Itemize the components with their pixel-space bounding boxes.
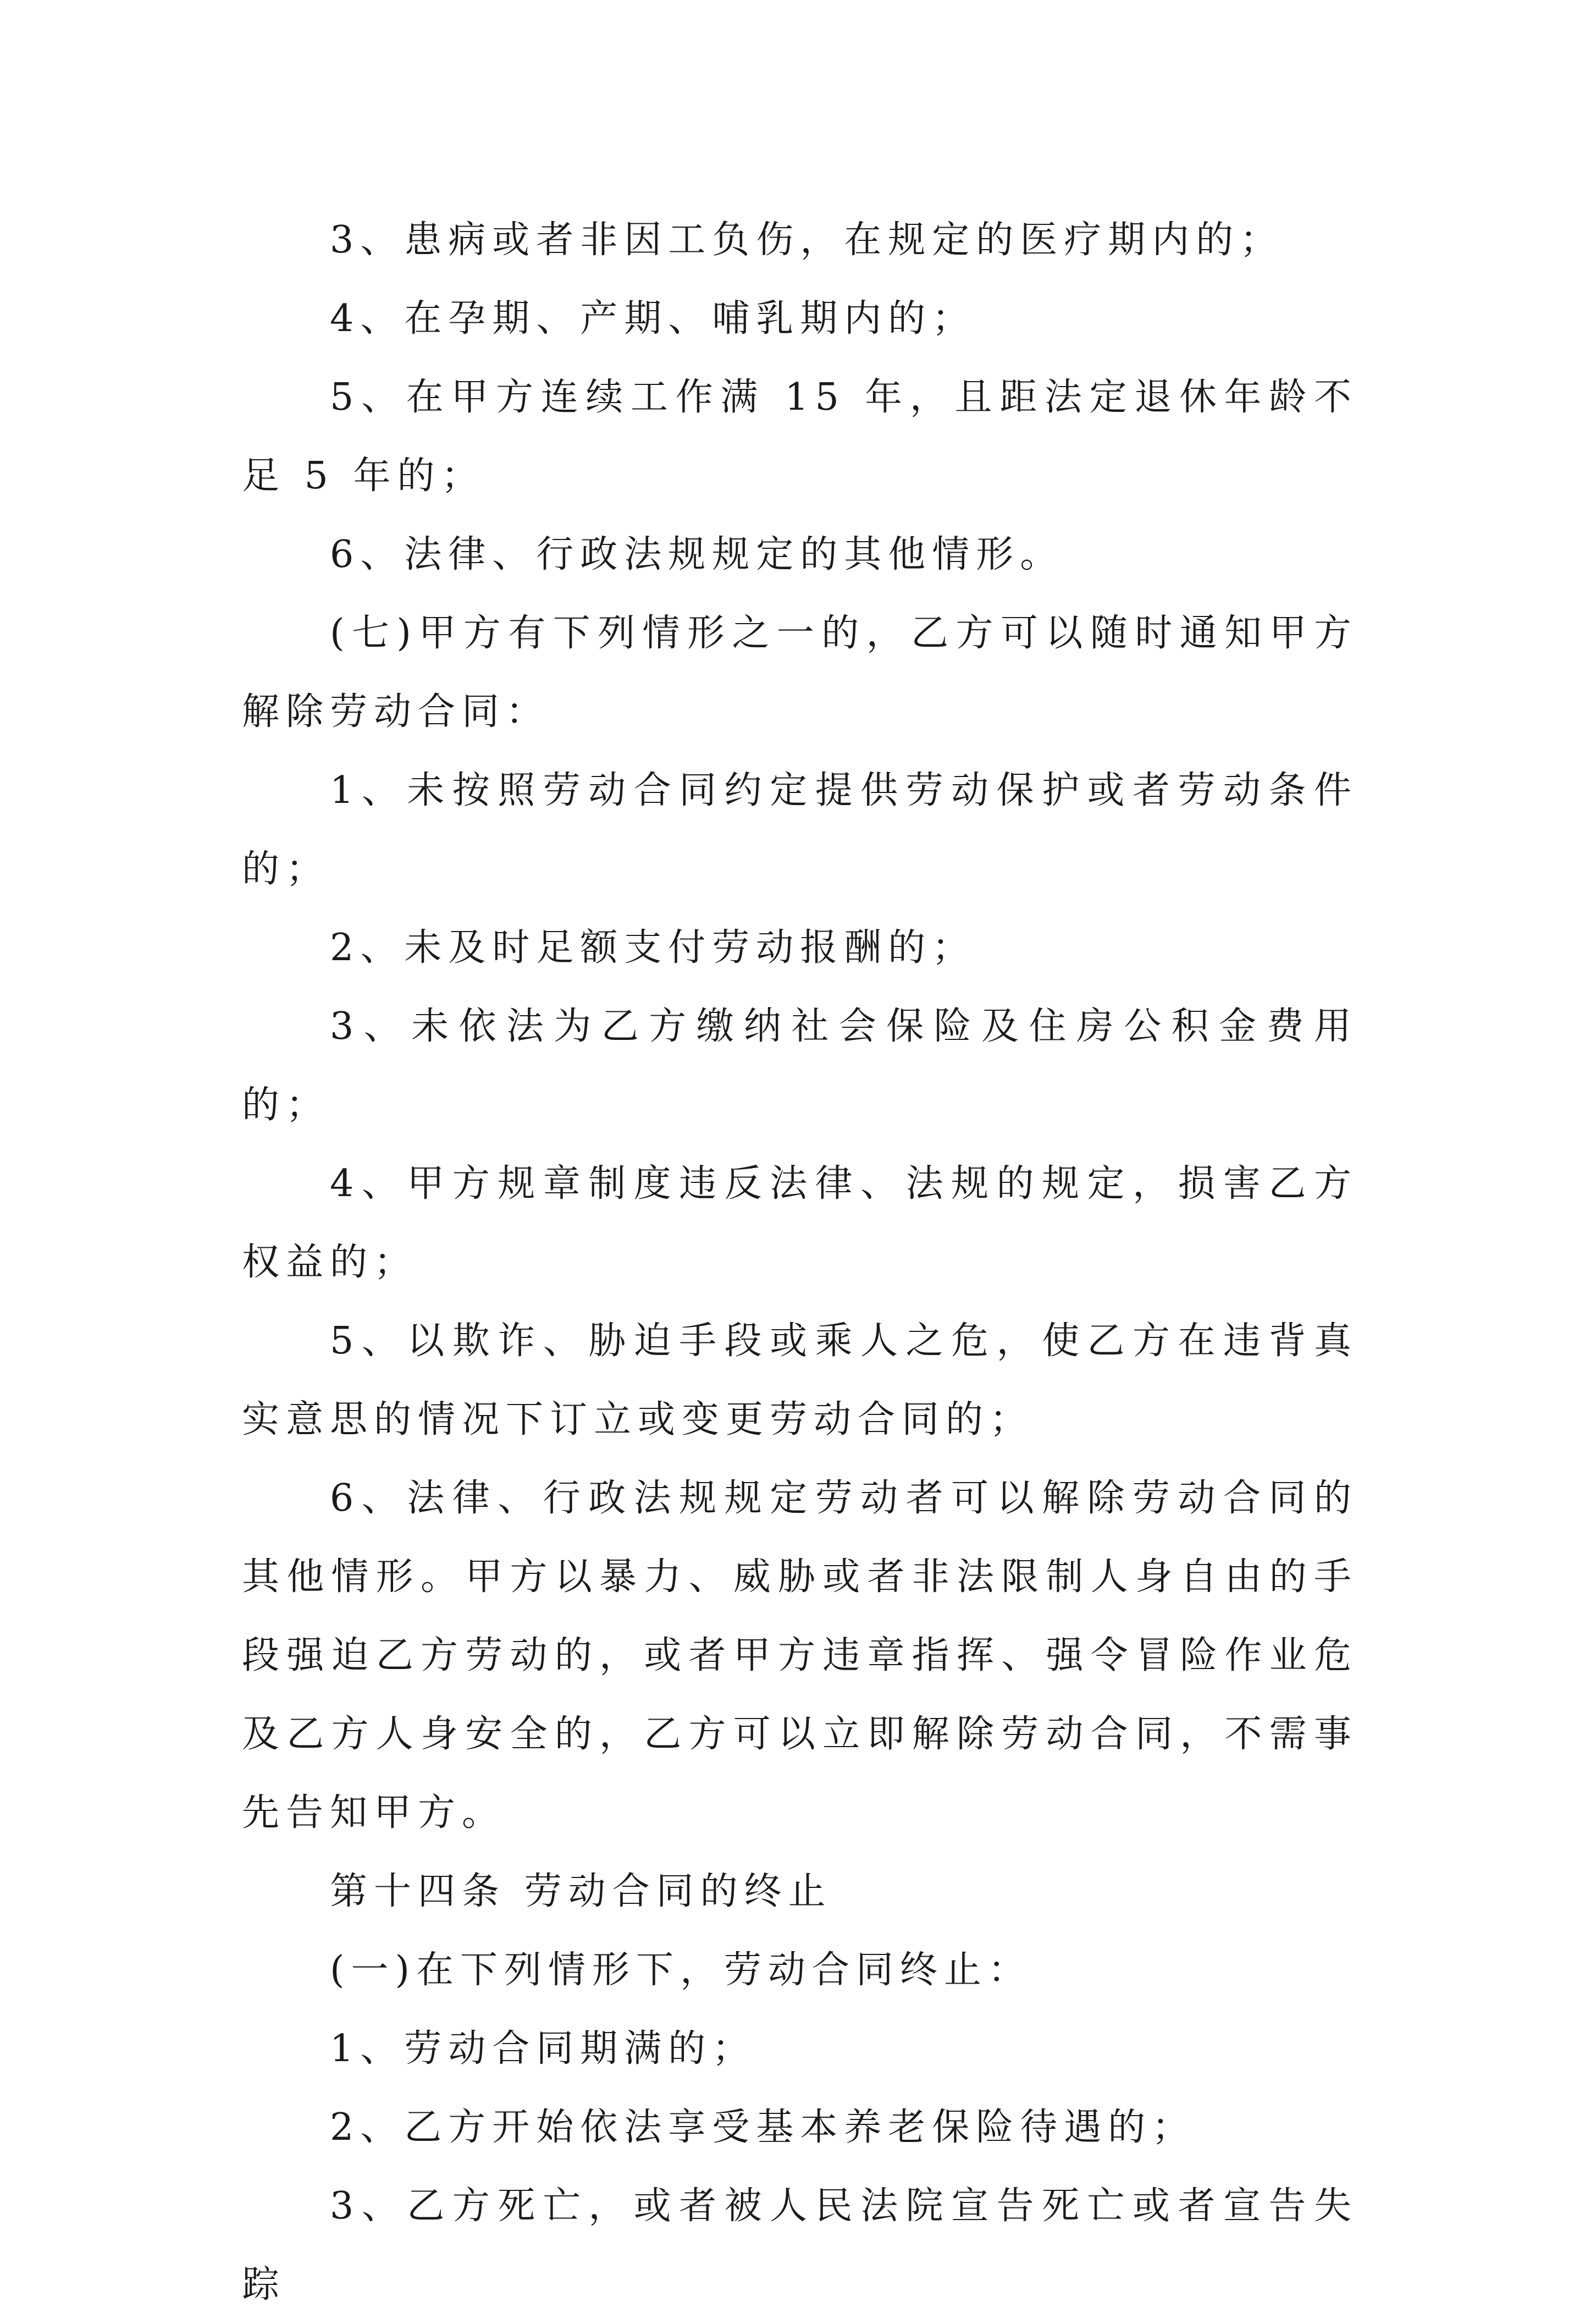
paragraph-item-3-illness: 3、患病或者非因工负伤，在规定的医疗期内的； <box>330 218 1284 262</box>
paragraph-item-4-rules: 4、甲方规章制度违反法律、法规的规定，损害乙方权益的； <box>242 1162 1358 1284</box>
paragraph-section-1-intro: (一)在下列情形下，劳动合同终止： <box>330 1948 1032 1992</box>
paragraph-item-1-expiry: 1、劳动合同期满的； <box>330 2027 756 2070</box>
paragraph-item-2-remuneration: 2、未及时足额支付劳动报酬的； <box>330 926 976 970</box>
paragraph-item-2-pension: 2、乙方开始依法享受基本养老保险待遇的； <box>330 2106 1196 2149</box>
paragraph-item-6-other-termination: 6、法律、行政法规规定劳动者可以解除劳动合同的其他情形。甲方以暴力、威胁或者非法限制人身自由的手段强迫乙方劳动的，或者甲方违章指挥、强令冒险作业危及乙方人身安全的，乙方可以立即解除劳动合同，不需事先告知甲方。 <box>242 1477 1358 1835</box>
paragraph-item-5-fraud: 5、以欺诈、胁迫手段或乘人之危，使乙方在违背真实意思的情况下订立或变更劳动合同的； <box>242 1319 1358 1441</box>
paragraph-item-3-insurance: 3、未依法为乙方缴纳社会保险及住房公积金费用的； <box>242 1005 1358 1127</box>
article-14-heading: 第十四条 劳动合同的终止 <box>330 1870 832 1913</box>
paragraph-section-7-intro: (七)甲方有下列情形之一的，乙方可以随时通知甲方解除劳动合同： <box>242 612 1358 734</box>
paragraph-item-1-protection: 1、未按照劳动合同约定提供劳动保护或者劳动条件的； <box>242 769 1358 891</box>
paragraph-item-3-death: 3、乙方死亡，或者被人民法院宣告死亡或者宣告失踪 <box>242 2184 1358 2306</box>
paragraph-item-4-pregnancy: 4、在孕期、产期、哺乳期内的； <box>330 297 976 340</box>
paragraph-item-6-other-cases: 6、法律、行政法规规定的其他情形。 <box>330 533 1064 576</box>
document-body <box>242 201 1358 2324</box>
paragraph-item-5-service-years: 5、在甲方连续工作满 15 年，且距法定退休年龄不足 5 年的； <box>242 376 1358 498</box>
